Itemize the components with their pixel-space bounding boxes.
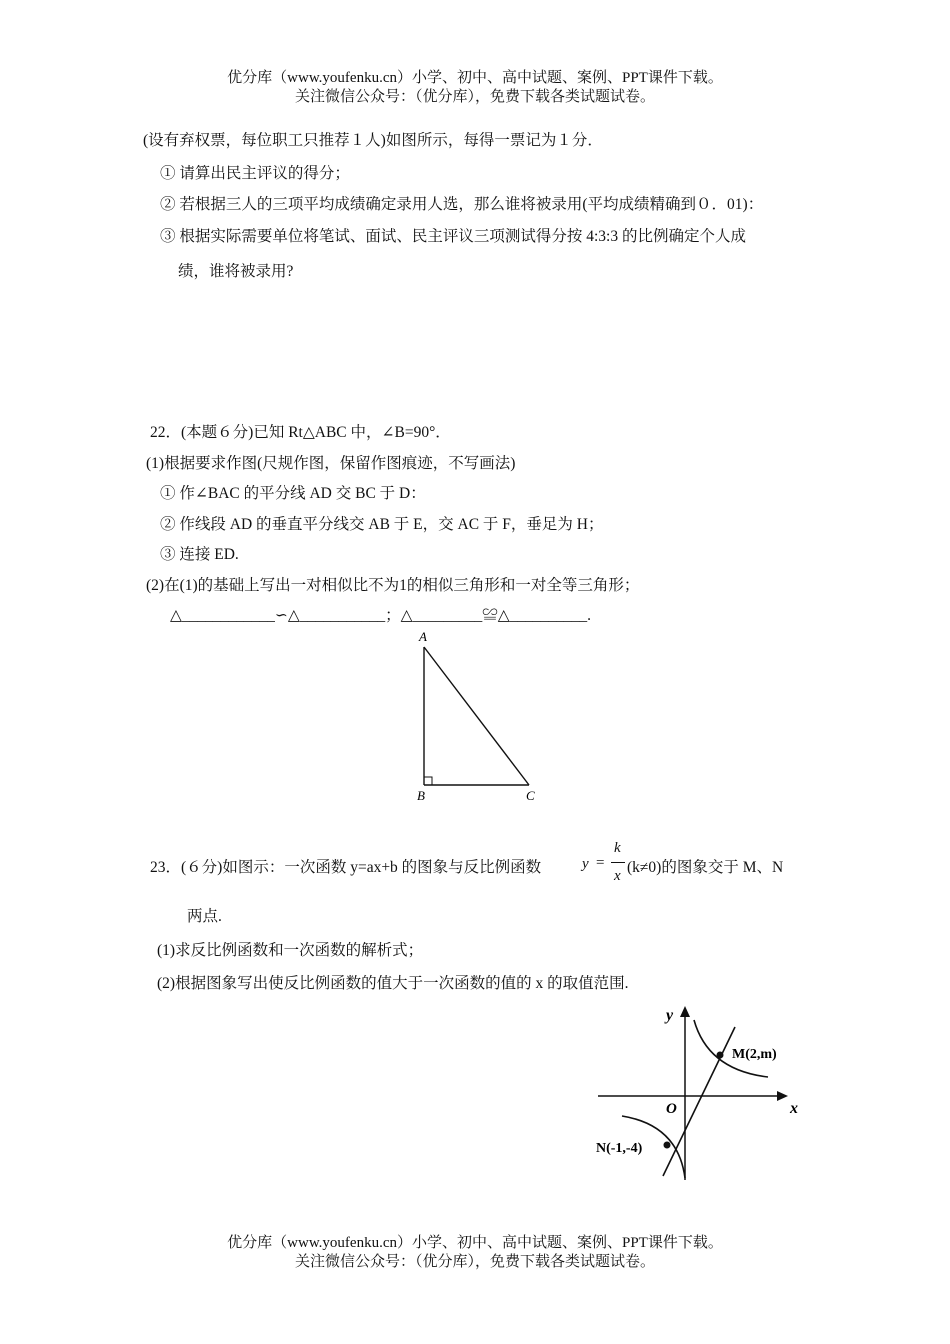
vertex-label-a: A bbox=[419, 629, 427, 644]
page-footer-line1: 优分库（www.youfenku.cn）小学、初中、高中试题、案例、PPT课件下载。 bbox=[227, 1235, 723, 1251]
q23-part2: (2)根据图象写出使反比例函数的值大于一次函数的值的 x 的取值范围. bbox=[157, 975, 629, 992]
x-axis-arrow bbox=[777, 1091, 788, 1101]
triangle-figure bbox=[405, 628, 555, 806]
q22-title: 22．(本题６分)已知 Rt△ABC 中，∠B=90°． bbox=[150, 424, 451, 441]
q23-title-post: (k≠0)的图象交于 M、N bbox=[627, 859, 784, 876]
page-header-line1: 优分库（www.youfenku.cn）小学、初中、高中试题、案例、PPT课件下载。 bbox=[227, 70, 723, 86]
q21-item3-cont: 绩，谁将被录用? bbox=[178, 263, 294, 280]
axis-label-x: x bbox=[790, 1100, 798, 1117]
side-ac bbox=[424, 647, 529, 785]
point-n bbox=[664, 1142, 671, 1149]
fraction-equals: = bbox=[596, 855, 605, 871]
page-footer-line2: 关注微信公众号：（优分库），免费下载各类试题试卷。 bbox=[294, 1254, 655, 1270]
fraction-bar bbox=[611, 862, 625, 863]
q23-title-cont: 两点. bbox=[187, 908, 222, 925]
point-m-label: M(2,m) bbox=[732, 1047, 777, 1062]
y-axis-arrow bbox=[680, 1006, 690, 1017]
vertex-label-c: C bbox=[526, 788, 535, 803]
fraction-denominator: x bbox=[614, 868, 621, 884]
q21-item1: ① 请算出民主评议的得分； bbox=[160, 165, 350, 182]
point-m bbox=[717, 1052, 724, 1059]
q21-item3: ③ 根据实际需要单位将笔试、面试、民主评议三项测试得分按 4:3:3 的比例确定个人成 bbox=[160, 228, 746, 245]
q22-part1: (1)根据要求作图(尺规作图，保留作图痕迹，不写画法) bbox=[146, 455, 516, 472]
origin-label: O bbox=[666, 1101, 677, 1117]
q22-step3: ③ 连接 ED. bbox=[160, 546, 239, 563]
q21-item2: ② 若根据三人的三项平均成绩确定录用人选，那么谁将被录用(平均成绩精确到０．01)： bbox=[160, 196, 764, 213]
q21-intro: (设有弃权票，每位职工只推荐１人)如图所示，每得一票记为１分． bbox=[143, 132, 603, 149]
q23-part1: (1)求反比例函数和一次函数的解析式； bbox=[157, 942, 424, 959]
q22-step2: ② 作线段 AD 的垂直平分线交 AB 于 E，交 AC 于 F，垂足为 H； bbox=[160, 516, 604, 533]
function-graph bbox=[590, 1000, 820, 1190]
point-n-label: N(-1,-4) bbox=[596, 1141, 643, 1156]
page-header-line2: 关注微信公众号：（优分库），免费下载各类试题试卷。 bbox=[294, 89, 655, 105]
vertex-label-b: B bbox=[417, 788, 425, 803]
q22-part2: (2)在(1)的基础上写出一对相似比不为1的相似三角形和一对全等三角形； bbox=[146, 577, 640, 594]
q22-answer-blanks: △____________∽△___________；△_________≌△__________. bbox=[170, 607, 592, 624]
right-angle-mark bbox=[424, 777, 432, 785]
fraction-numerator: k bbox=[614, 840, 621, 856]
fraction-y: y bbox=[582, 856, 589, 872]
q22-step1: ① 作∠BAC 的平分线 AD 交 BC 于 D： bbox=[160, 485, 426, 502]
axis-label-y: y bbox=[666, 1007, 674, 1024]
q23-title-pre: 23．(６分)如图示：一次函数 y=ax+b 的图象与反比例函数 bbox=[150, 859, 542, 876]
